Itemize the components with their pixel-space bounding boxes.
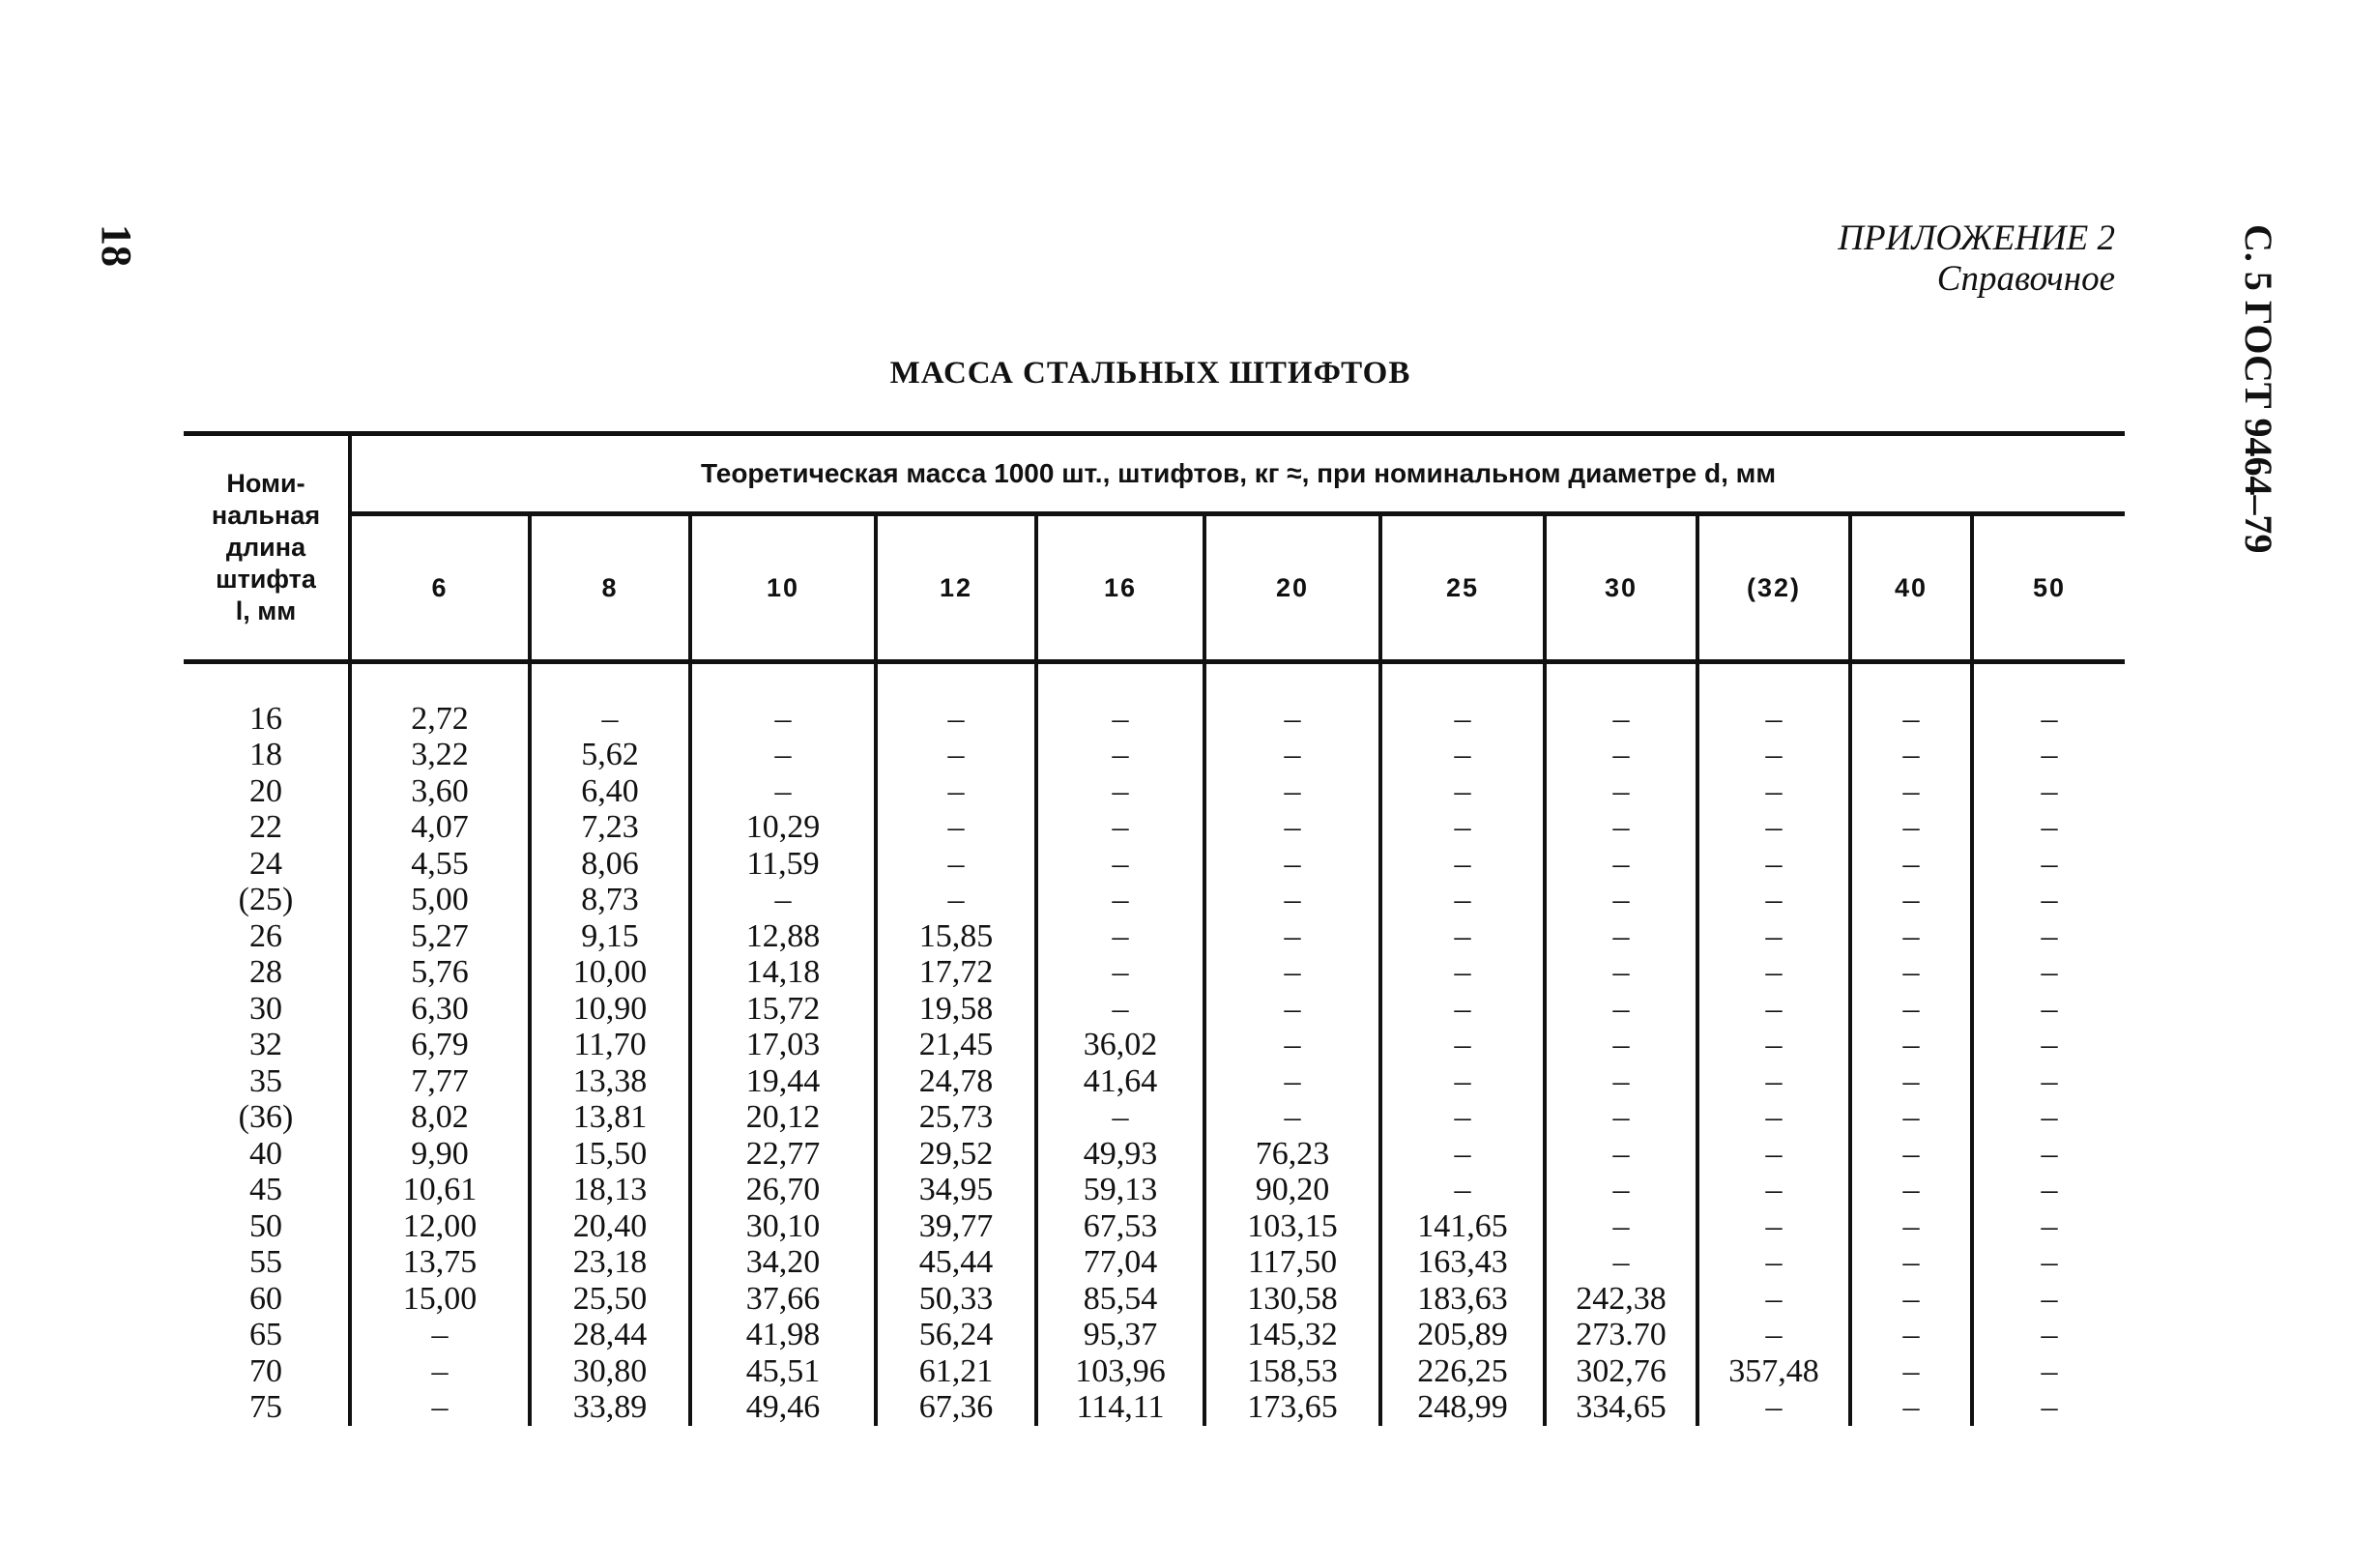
table-row: [184, 1136, 2125, 1173]
mass-cell: –: [1036, 737, 1204, 773]
mass-cell: –: [1204, 1027, 1380, 1063]
mass-cell: –: [2041, 1062, 2058, 1099]
gost-running-header: С. 5 ГОСТ 9464–79: [2237, 224, 2280, 554]
diameter-span-header: Теоретическая масса 1000 шт., штифтов, кг ≈, при номинальном диаметре d, мм: [350, 434, 2125, 514]
table-row: [184, 846, 2125, 883]
mass-cell: –: [1850, 1244, 1972, 1281]
mass-cell: 45,44: [876, 1244, 1036, 1281]
mass-cell: 334,65: [1545, 1389, 1697, 1426]
mass-cell: 11,59: [690, 846, 876, 883]
mass-cell: –: [2041, 1207, 2058, 1244]
mass-cell: –: [2041, 882, 2058, 918]
length-cell: 60: [184, 1281, 350, 1318]
diameter-header: (32): [1697, 514, 1850, 662]
diameter-header: 30: [1545, 514, 1697, 662]
mass-cell: –: [690, 701, 876, 738]
mass-cell: –: [1850, 918, 1972, 955]
table-row: [184, 991, 2125, 1028]
mass-cell: –: [2041, 917, 2058, 954]
mass-cell: 17,72: [876, 954, 1036, 991]
mass-cell: 13,38: [530, 1063, 690, 1100]
mass-cell: –: [2041, 809, 2058, 846]
mass-cell: –: [2041, 845, 2058, 882]
length-cell: 50: [184, 1208, 350, 1245]
table-head: [184, 434, 2125, 662]
mass-cell: 248,99: [1380, 1389, 1545, 1426]
mass-cell: 21,45: [876, 1027, 1036, 1063]
mass-cell: 30,10: [690, 1208, 876, 1245]
mass-cell: 13,75: [350, 1244, 530, 1281]
mass-cell: –: [1204, 846, 1380, 883]
mass-cell: –: [1545, 1099, 1697, 1136]
mass-cell: 10,29: [690, 809, 876, 846]
mass-table-container: [184, 431, 2125, 1426]
mass-cell: 273.70: [1545, 1317, 1697, 1353]
mass-cell: –: [1380, 954, 1545, 991]
mass-table: [184, 431, 2125, 1426]
mass-cell: –: [1380, 882, 1545, 918]
mass-cell: –: [690, 773, 876, 810]
appendix-title: ПРИЛОЖЕНИЕ 2: [1838, 218, 2115, 258]
mass-cell: 67,53: [1036, 1208, 1204, 1245]
mass-cell: –: [2041, 1389, 2058, 1426]
mass-cell: –: [1850, 1136, 1972, 1173]
mass-cell: 4,55: [350, 846, 530, 883]
mass-cell: –: [1850, 991, 1972, 1028]
length-cell: 40: [184, 1136, 350, 1173]
mass-cell: –: [1850, 809, 1972, 846]
mass-cell: –: [1036, 991, 1204, 1028]
mass-cell: 4,07: [350, 809, 530, 846]
mass-cell: 183,63: [1380, 1281, 1545, 1318]
mass-cell: 6,40: [530, 773, 690, 810]
mass-cell: –: [1850, 882, 1972, 918]
mass-cell: –: [1545, 1027, 1697, 1063]
mass-cell: –: [2041, 1135, 2058, 1172]
mass-cell: 10,61: [350, 1172, 530, 1208]
mass-cell: –: [2041, 954, 2058, 991]
mass-cell: 19,44: [690, 1063, 876, 1100]
mass-cell: –: [1036, 773, 1204, 810]
mass-cell: –: [1545, 1136, 1697, 1173]
mass-cell: –: [1850, 773, 1972, 810]
mass-cell: –: [2041, 1027, 2058, 1063]
table-row: [184, 737, 2125, 773]
mass-cell: –: [876, 773, 1036, 810]
mass-cell: 41,98: [690, 1317, 876, 1353]
mass-cell: 130,58: [1204, 1281, 1380, 1318]
mass-cell: –: [1545, 954, 1697, 991]
header-row-diameters: [184, 514, 2125, 662]
mass-cell: –: [2041, 1172, 2058, 1208]
mass-cell: –: [1380, 991, 1545, 1028]
diameter-header: 40: [1850, 514, 1972, 662]
mass-cell: –: [1697, 1244, 1850, 1281]
mass-cell: –: [1697, 991, 1850, 1028]
mass-cell: 61,21: [876, 1353, 1036, 1390]
mass-cell: –: [1036, 918, 1204, 955]
mass-cell: –: [1204, 954, 1380, 991]
mass-cell: –: [2041, 737, 2058, 773]
mass-cell: 59,13: [1036, 1172, 1204, 1208]
mass-cell: 34,95: [876, 1172, 1036, 1208]
mass-cell: –: [1380, 1136, 1545, 1173]
mass-cell: 85,54: [1036, 1281, 1204, 1318]
mass-cell: –: [1380, 737, 1545, 773]
diameter-header: 50: [1972, 514, 2125, 662]
mass-cell: 49,46: [690, 1389, 876, 1426]
mass-cell: 205,89: [1380, 1317, 1545, 1353]
length-cell: 35: [184, 1063, 350, 1100]
mass-cell: –: [1697, 1281, 1850, 1318]
mass-cell: 24,78: [876, 1063, 1036, 1100]
mass-cell: 11,70: [530, 1027, 690, 1063]
mass-cell: –: [1204, 809, 1380, 846]
mass-cell: 163,43: [1380, 1244, 1545, 1281]
mass-cell: –: [2041, 1099, 2058, 1136]
table-row: [184, 1208, 2125, 1245]
mass-cell: 7,23: [530, 809, 690, 846]
mass-cell: –: [1850, 1027, 1972, 1063]
mass-cell: 49,93: [1036, 1136, 1204, 1173]
table-body: [184, 662, 2125, 1426]
mass-cell: –: [1380, 773, 1545, 810]
table-row: [184, 701, 2125, 738]
table-title: МАССА СТАЛЬНЫХ ШТИФТОВ: [889, 356, 1411, 391]
mass-cell: 103,15: [1204, 1208, 1380, 1245]
mass-cell: –: [1545, 809, 1697, 846]
length-cell: (25): [184, 882, 350, 918]
length-cell: 18: [184, 737, 350, 773]
mass-cell: –: [1545, 1063, 1697, 1100]
mass-cell: 7,77: [350, 1063, 530, 1100]
mass-cell: 10,00: [530, 954, 690, 991]
appendix-subtitle: Справочное: [1936, 259, 2115, 299]
mass-cell: –: [1850, 1099, 1972, 1136]
diameter-header: 10: [690, 514, 876, 662]
length-cell: 70: [184, 1353, 350, 1390]
mass-cell: –: [1697, 1136, 1850, 1173]
mass-cell: –: [876, 701, 1036, 738]
mass-cell: 8,73: [530, 882, 690, 918]
mass-cell: –: [1850, 1281, 1972, 1318]
mass-cell: –: [350, 1389, 530, 1426]
mass-cell: 3,60: [350, 773, 530, 810]
length-cell: 20: [184, 773, 350, 810]
mass-cell: –: [1204, 991, 1380, 1028]
mass-cell: 17,03: [690, 1027, 876, 1063]
mass-cell: –: [1204, 701, 1380, 738]
diameter-header: 25: [1380, 514, 1545, 662]
mass-cell: 77,04: [1036, 1244, 1204, 1281]
diameter-header: 20: [1204, 514, 1380, 662]
mass-cell: 28,44: [530, 1317, 690, 1353]
mass-cell: 141,65: [1380, 1208, 1545, 1245]
mass-cell: 39,77: [876, 1208, 1036, 1245]
mass-cell: –: [1036, 846, 1204, 883]
mass-cell: –: [1204, 737, 1380, 773]
mass-cell: –: [530, 701, 690, 738]
mass-cell: 90,20: [1204, 1172, 1380, 1208]
mass-cell: –: [1697, 954, 1850, 991]
mass-cell: –: [876, 737, 1036, 773]
mass-cell: –: [1380, 918, 1545, 955]
mass-cell: –: [1697, 846, 1850, 883]
mass-cell: –: [690, 737, 876, 773]
mass-cell: –: [1545, 846, 1697, 883]
diameter-header: 8: [530, 514, 690, 662]
mass-cell: 29,52: [876, 1136, 1036, 1173]
length-cell: (36): [184, 1099, 350, 1136]
mass-cell: 8,06: [530, 846, 690, 883]
mass-cell: –: [1850, 1063, 1972, 1100]
mass-cell: 242,38: [1545, 1281, 1697, 1318]
diameter-header: 16: [1036, 514, 1204, 662]
mass-cell: 95,37: [1036, 1317, 1204, 1353]
mass-cell: 15,85: [876, 918, 1036, 955]
mass-cell: –: [1697, 737, 1850, 773]
mass-cell: –: [1545, 1208, 1697, 1245]
mass-cell: –: [1697, 773, 1850, 810]
table-row: [184, 954, 2125, 991]
table-row: [184, 1244, 2125, 1281]
mass-cell: 19,58: [876, 991, 1036, 1028]
mass-cell: 302,76: [1545, 1353, 1697, 1390]
length-cell: 28: [184, 954, 350, 991]
length-cell: 26: [184, 918, 350, 955]
mass-cell: 33,89: [530, 1389, 690, 1426]
length-cell: 65: [184, 1317, 350, 1353]
mass-cell: –: [1697, 1208, 1850, 1245]
mass-cell: 6,30: [350, 991, 530, 1028]
mass-cell: –: [1036, 882, 1204, 918]
mass-cell: –: [1204, 918, 1380, 955]
mass-cell: 6,79: [350, 1027, 530, 1063]
table-row: [184, 1317, 2125, 1353]
mass-cell: 18,13: [530, 1172, 690, 1208]
mass-cell: 34,20: [690, 1244, 876, 1281]
mass-cell: 3,22: [350, 737, 530, 773]
mass-cell: 15,72: [690, 991, 876, 1028]
mass-cell: –: [1545, 882, 1697, 918]
mass-cell: –: [1036, 809, 1204, 846]
mass-cell: –: [1380, 1027, 1545, 1063]
mass-cell: –: [1380, 846, 1545, 883]
mass-cell: –: [1380, 1063, 1545, 1100]
appendix-heading: [1838, 218, 2115, 300]
mass-cell: –: [1697, 882, 1850, 918]
mass-cell: 173,65: [1204, 1389, 1380, 1426]
mass-cell: –: [1697, 1063, 1850, 1100]
diameter-header: 12: [876, 514, 1036, 662]
mass-cell: 20,40: [530, 1208, 690, 1245]
length-cell: 45: [184, 1172, 350, 1208]
mass-cell: 23,18: [530, 1244, 690, 1281]
table-row: [184, 918, 2125, 955]
mass-cell: –: [1850, 1208, 1972, 1245]
mass-cell: –: [1850, 954, 1972, 991]
mass-cell: 41,64: [1036, 1063, 1204, 1100]
mass-cell: 50,33: [876, 1281, 1036, 1318]
mass-cell: –: [1850, 701, 1972, 738]
table-row: [184, 1027, 2125, 1063]
mass-cell: –: [1697, 1317, 1850, 1353]
length-cell: 24: [184, 846, 350, 883]
length-cell: 75: [184, 1389, 350, 1426]
mass-cell: –: [1697, 1389, 1850, 1426]
mass-cell: 25,73: [876, 1099, 1036, 1136]
table-row: [184, 1099, 2125, 1136]
length-cell: 55: [184, 1244, 350, 1281]
mass-cell: 158,53: [1204, 1353, 1380, 1390]
mass-cell: 12,88: [690, 918, 876, 955]
mass-cell: 76,23: [1204, 1136, 1380, 1173]
mass-cell: –: [1380, 809, 1545, 846]
diameter-header: 6: [350, 514, 530, 662]
mass-cell: 103,96: [1036, 1353, 1204, 1390]
mass-cell: 37,66: [690, 1281, 876, 1318]
mass-cell: –: [876, 809, 1036, 846]
mass-cell: 117,50: [1204, 1244, 1380, 1281]
mass-cell: –: [1380, 1099, 1545, 1136]
mass-cell: –: [1204, 1099, 1380, 1136]
mass-cell: –: [1697, 701, 1850, 738]
mass-cell: –: [350, 1353, 530, 1390]
length-cell: 16: [184, 701, 350, 738]
mass-cell: –: [1697, 1027, 1850, 1063]
mass-cell: –: [1545, 918, 1697, 955]
mass-cell: –: [1850, 846, 1972, 883]
mass-cell: 226,25: [1380, 1353, 1545, 1390]
mass-cell: –: [1545, 1244, 1697, 1281]
mass-cell: –: [690, 882, 876, 918]
length-column-header: [184, 434, 350, 662]
mass-cell: 8,02: [350, 1099, 530, 1136]
mass-cell: –: [1850, 1317, 1972, 1353]
table-row: [184, 1389, 2125, 1426]
mass-cell: 5,62: [530, 737, 690, 773]
mass-cell: –: [2041, 1280, 2058, 1317]
mass-cell: –: [1204, 1063, 1380, 1100]
mass-cell: 15,00: [350, 1281, 530, 1318]
mass-cell: –: [1545, 1172, 1697, 1208]
mass-cell: –: [2041, 772, 2058, 809]
mass-cell: –: [1850, 737, 1972, 773]
mass-cell: –: [1545, 991, 1697, 1028]
mass-cell: –: [1204, 773, 1380, 810]
mass-cell: –: [2041, 1244, 2058, 1281]
mass-cell: –: [1380, 701, 1545, 738]
mass-cell: 14,18: [690, 954, 876, 991]
mass-cell: 145,32: [1204, 1317, 1380, 1353]
page-number: 18: [93, 224, 140, 267]
mass-cell: –: [876, 846, 1036, 883]
mass-cell: –: [2041, 990, 2058, 1027]
mass-cell: 5,76: [350, 954, 530, 991]
mass-cell: –: [1545, 773, 1697, 810]
mass-cell: 9,90: [350, 1136, 530, 1173]
mass-cell: 26,70: [690, 1172, 876, 1208]
table-row: [184, 1172, 2125, 1208]
mass-cell: –: [1697, 1172, 1850, 1208]
length-cell: 30: [184, 991, 350, 1028]
mass-cell: 12,00: [350, 1208, 530, 1245]
mass-cell: 5,00: [350, 882, 530, 918]
table-row: [184, 773, 2125, 810]
mass-cell: –: [1036, 701, 1204, 738]
mass-cell: 9,15: [530, 918, 690, 955]
mass-cell: –: [1697, 918, 1850, 955]
length-column-header-text: Номи- нальная длина штифта l, мм: [211, 469, 321, 625]
mass-cell: 67,36: [876, 1389, 1036, 1426]
table-row: [184, 1281, 2125, 1318]
mass-cell: 22,77: [690, 1136, 876, 1173]
table-row: [184, 1353, 2125, 1390]
table-row: [184, 882, 2125, 918]
header-row-span: [184, 434, 2125, 514]
length-cell: 22: [184, 809, 350, 846]
mass-cell: –: [1850, 1389, 1972, 1426]
mass-cell: –: [1036, 1099, 1204, 1136]
mass-cell: 30,80: [530, 1353, 690, 1390]
mass-cell: –: [2041, 1317, 2058, 1353]
mass-cell: 36,02: [1036, 1027, 1204, 1063]
mass-cell: –: [1697, 1099, 1850, 1136]
mass-cell: –: [2041, 1352, 2058, 1389]
mass-cell: 5,27: [350, 918, 530, 955]
mass-cell: 15,50: [530, 1136, 690, 1173]
mass-cell: –: [1850, 1172, 1972, 1208]
spacer-row: [184, 662, 2125, 701]
table-row: [184, 1063, 2125, 1100]
mass-cell: –: [1697, 809, 1850, 846]
mass-cell: –: [1380, 1172, 1545, 1208]
mass-cell: 25,50: [530, 1281, 690, 1318]
mass-cell: –: [2041, 700, 2058, 737]
mass-cell: 13,81: [530, 1099, 690, 1136]
mass-cell: 20,12: [690, 1099, 876, 1136]
mass-cell: –: [350, 1317, 530, 1353]
mass-cell: 56,24: [876, 1317, 1036, 1353]
mass-cell: 114,11: [1036, 1389, 1204, 1426]
mass-cell: 45,51: [690, 1353, 876, 1390]
table-row: [184, 809, 2125, 846]
mass-cell: 2,72: [350, 701, 530, 738]
mass-cell: –: [1850, 1353, 1972, 1390]
mass-cell: 10,90: [530, 991, 690, 1028]
mass-cell: –: [1036, 954, 1204, 991]
mass-cell: –: [1545, 701, 1697, 738]
mass-cell: –: [1204, 882, 1380, 918]
length-cell: 32: [184, 1027, 350, 1063]
mass-cell: –: [876, 882, 1036, 918]
mass-cell: 357,48: [1697, 1353, 1850, 1390]
mass-cell: –: [1545, 737, 1697, 773]
